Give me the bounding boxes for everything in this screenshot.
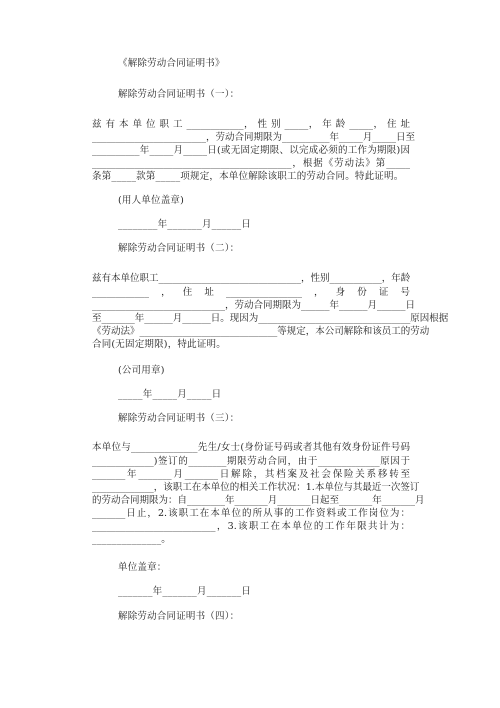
section-3-line: __________________________，3.该职工在本单位的工作年限共计为： — [92, 521, 410, 532]
section-3-line: ______________。 — [92, 534, 171, 545]
section-3-line: 的劳动合同期限为：自________年_______月_______日起至_______年_______月 — [92, 495, 425, 506]
section-1-line: ________________________，劳动合同期限为__________年_____月_____日至 — [92, 132, 416, 143]
section-2-seal: (公司用章) — [118, 365, 165, 376]
section-2-line: 《劳动法》_____________________________等规定，本公司解除和该员工的劳动 — [92, 326, 430, 337]
section-1-line: __________年_____月_____日(或无固定期限、以完成必须的工作为期限)因 — [92, 145, 410, 156]
section-2-date: _____年_____月_____日 — [118, 389, 222, 400]
section-2-line: ____________，住址________________，身份证号 — [92, 287, 410, 298]
section-2-heading: 解除劳动合同证明书（二）： — [118, 243, 240, 254]
section-3-seal: 单位盖章： — [118, 562, 167, 573]
section-2-line: 兹有本单位职工______________________________，性别___________，年龄 — [92, 273, 411, 284]
section-2-line: 至_______年______月______日。现因为________________________________原因根据 — [92, 313, 449, 324]
section-1-line: __________________________________________，根据《劳动法》第_____ — [92, 158, 410, 169]
section-3-line: _______日止，2.该职工在本单位的所从事的工作资料或工作岗位为： — [92, 508, 410, 519]
section-4-heading: 解除劳动合同证明书（四）： — [118, 611, 240, 622]
section-1-heading: 解除劳动合同证明书（一）： — [118, 89, 240, 100]
section-3-line: _______年_______月_______日解除，其档案及社会保险关系移转至 — [92, 469, 410, 480]
section-3-line: _____________，该职工在本单位的相关工作状况：1.本单位与其最近一次签订 — [92, 482, 420, 493]
section-3-heading: 解除劳动合同证明书（三）： — [118, 413, 240, 424]
section-3-line: 本单位与______________先生/女士(身份证号码或者其他有效身份证件号码 — [92, 442, 410, 453]
section-2-line: ____________________________，劳动合同期限为______年______月______日 — [92, 300, 416, 311]
section-2-line: 合同(无固定期限)，特此证明。 — [92, 339, 226, 350]
section-3-line: _____________)签订的________期限劳动合同，由于_____________原因于 — [92, 456, 410, 467]
section-1-date: ________年_______月______日 — [118, 219, 252, 230]
document-title: 《解除劳动合同证明书》 — [118, 58, 225, 69]
section-1-line: 条第_____款第_____项规定，本单位解除该职工的劳动合同。特此证明。 — [92, 171, 404, 182]
section-1-line: 兹 有 本 单 位 职 工 ____________， 性 别 _____， 年 龄 _____， 住 址 — [92, 119, 410, 130]
section-1-seal: (用人单位盖章) — [118, 195, 185, 206]
section-3-date: _______年_______月_______日 — [118, 586, 252, 597]
